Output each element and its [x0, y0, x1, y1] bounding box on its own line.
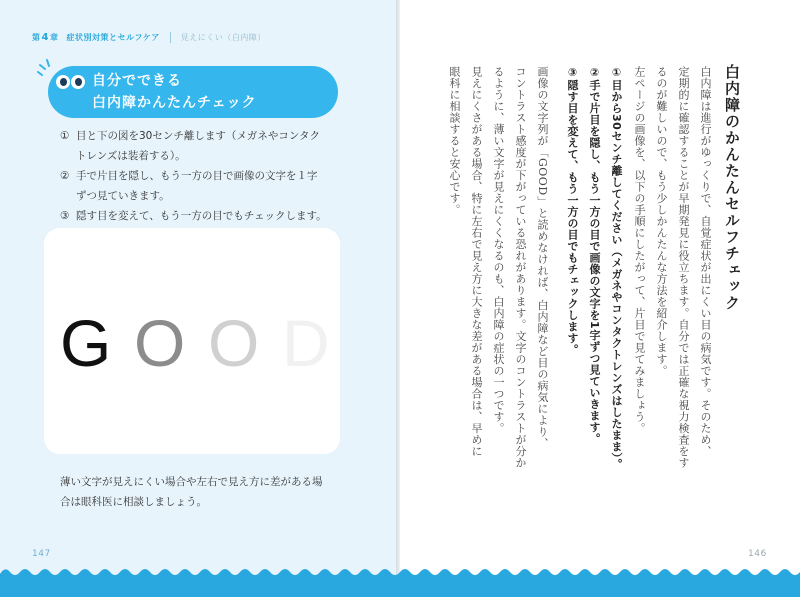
check-step: [60, 206, 340, 226]
advice-note: [60, 472, 340, 512]
check-step: [60, 186, 340, 206]
step-number: ②: [60, 170, 70, 182]
step-text: 目と下の図を30センチ離します（メガネやコンタク: [76, 130, 320, 142]
body-column: 白内障は進行がゆっくりで、自覚症状が出にくい目の病気です。そのため、: [699, 66, 712, 457]
step-text: トレンズは装着する）。: [76, 150, 186, 162]
page-number-right: 146: [748, 549, 767, 559]
body-column: 左ページの画像を、以下の手順にしたがって、片目で見てみましょう。: [633, 66, 646, 434]
wave-footer: [0, 562, 800, 597]
section-subtitle: 見えにくい（白内障）: [180, 32, 266, 42]
good-letter: O: [134, 306, 186, 380]
body-column: 眼科に相談すると安心です。: [448, 66, 461, 216]
chapter-topic: 症状別対策とセルフケア: [66, 32, 160, 42]
body-column: ③隠す目を変えて、もう一方の目でもチェックします。: [566, 66, 579, 356]
banner-title-line1: 自分でできる: [92, 73, 182, 89]
good-letter: O: [208, 306, 260, 380]
header-divider: [170, 32, 171, 43]
body-column: るのが難しいので、もう少しかんたんな方法を紹介します。: [655, 66, 668, 377]
banner-title-line2: 白内障かんたんチェック: [92, 95, 257, 111]
sparkle-icon: [34, 58, 56, 76]
body-column: 画像の文字列が「GOOD」と読めなければ、白内障など目の病気により、: [536, 66, 549, 449]
good-letter: D: [282, 306, 330, 380]
page-number-left: 147: [32, 549, 51, 559]
chapter-label: 第4章: [32, 31, 59, 43]
check-step: [60, 166, 340, 186]
body-column: るように、薄い文字が見えにくくなるのも、白内障の症状の一つです。: [492, 66, 505, 434]
running-header: [32, 30, 266, 44]
step-text: ずつ見ていきます。: [76, 190, 170, 202]
step-number: ③: [60, 210, 70, 222]
advice-note-line1: 薄い文字が見えにくい場合や左右で見え方に差がある場: [60, 476, 323, 488]
eyes-icon: [56, 75, 86, 89]
check-steps: [60, 126, 340, 226]
body-column: ①目から30センチ離してください（メガネやコンタクトレンズはしたまま）。: [610, 66, 623, 470]
good-chart: [60, 306, 356, 380]
step-text: 隠す目を変えて、もう一方の目でもチェックします。: [76, 210, 327, 222]
body-column: ②手で片目を隠し、もう一方の目で画像の文字を1字ずつ見ていきます。: [588, 66, 601, 445]
good-letter: G: [60, 306, 112, 380]
step-number: ①: [60, 130, 70, 142]
step-number: [60, 146, 76, 166]
check-step: [60, 146, 340, 166]
body-column: 見えにくさがある場合、特に左右で見え方に大きな差がある場合は、早めに: [470, 66, 483, 457]
banner-title: [92, 70, 257, 114]
body-column: コントラスト感度が下がっている恐れがあります。文字のコントラストが分か: [514, 66, 527, 469]
step-number: [60, 186, 76, 206]
article-title: 白内障のかんたんセルフチェック: [723, 64, 741, 312]
body-column: 定期的に確認することが早期発見に役立ちます。自分では正確な視力検査をす: [677, 66, 690, 469]
advice-note-line2: 合は眼科医に相談しましょう。: [60, 496, 207, 508]
check-step: [60, 126, 340, 146]
step-text: 手で片目を隠し、もう一方の目で画像の文字を１字: [76, 170, 318, 182]
